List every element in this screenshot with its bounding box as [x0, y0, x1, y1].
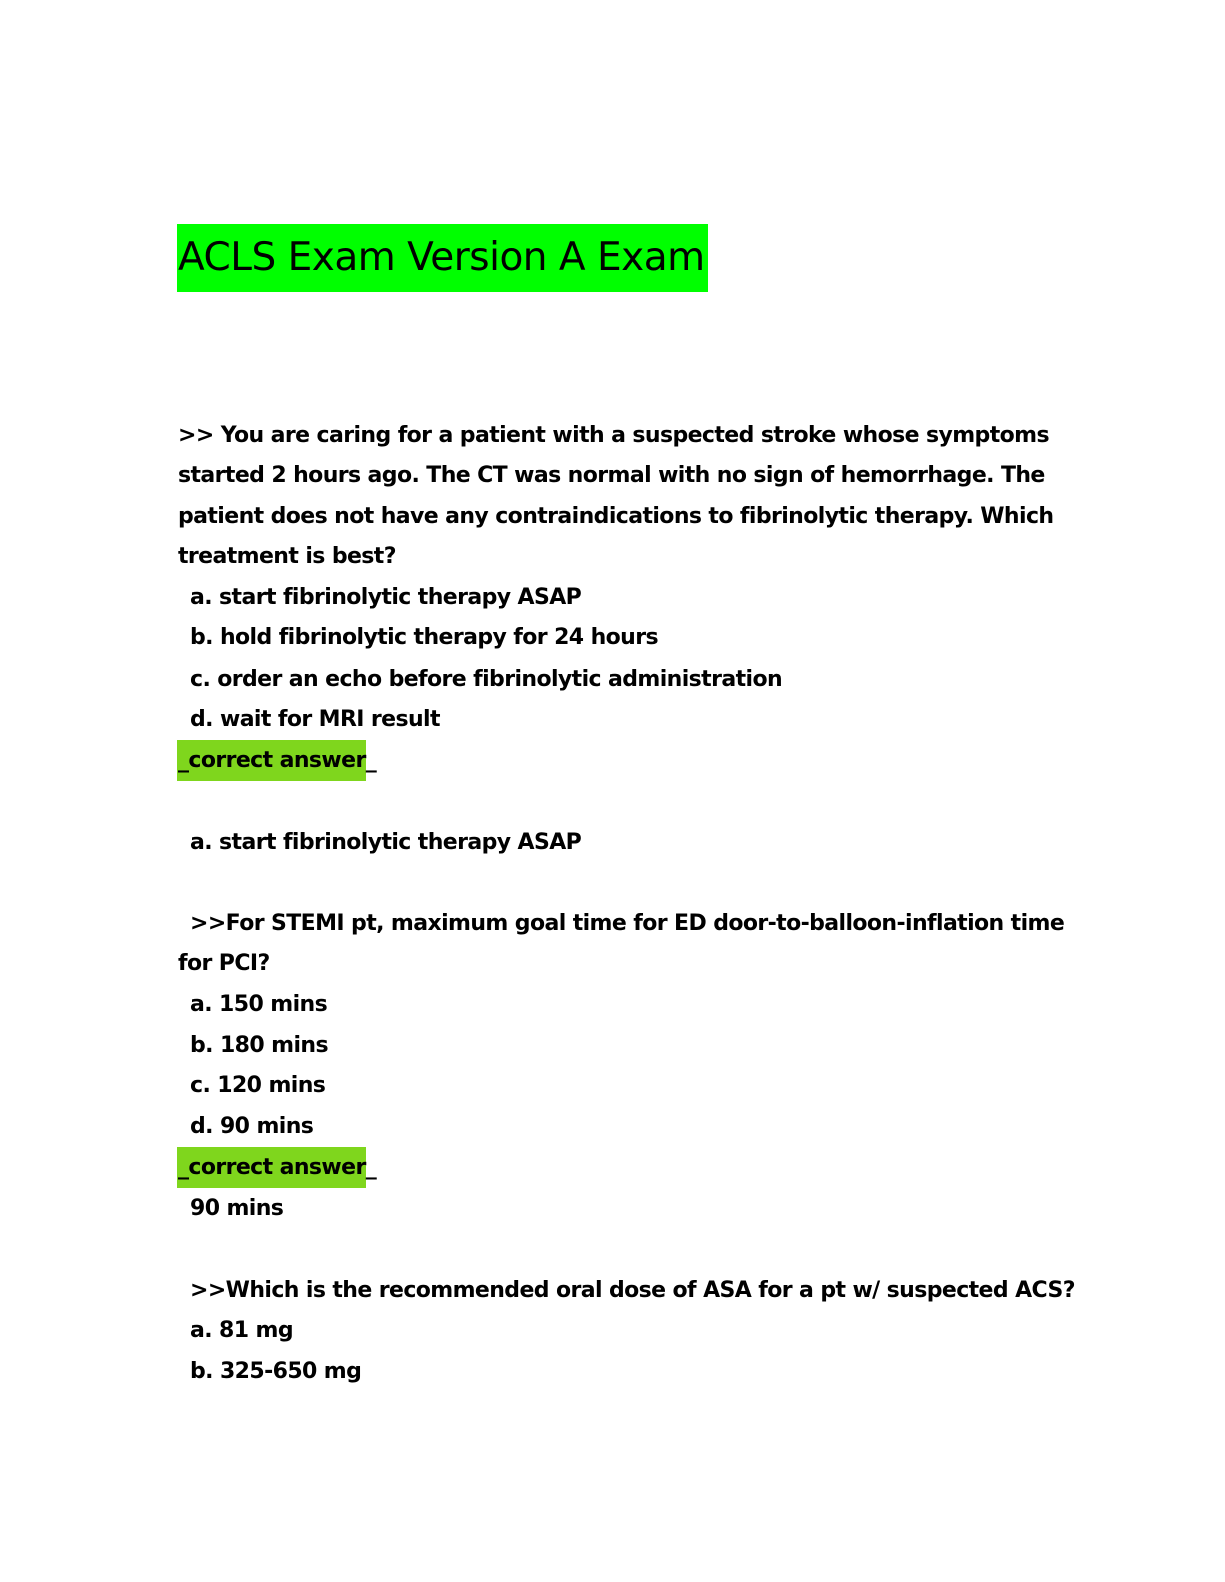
question-2-option-c: c. 120 mins	[190, 1073, 326, 1098]
question-2-answer-label: _correct answer_	[178, 1155, 377, 1180]
question-2-answer: 90 mins	[190, 1196, 284, 1221]
question-2-option-d: d. 90 mins	[190, 1114, 314, 1139]
question-2-option-a: a. 150 mins	[190, 992, 328, 1017]
question-3-line-1: >>Which is the recommended oral dose of ASA for a pt w/ suspected ACS?	[190, 1278, 1075, 1303]
question-3-option-a: a. 81 mg	[190, 1318, 294, 1343]
question-1-option-d: d. wait for MRI result	[190, 707, 440, 732]
question-1-answer: a. start fibrinolytic therapy ASAP	[190, 830, 582, 855]
document-title: ACLS Exam Version A Exam	[178, 235, 705, 280]
question-1-line-3: patient does not have any contraindications to fibrinolytic therapy. Which	[178, 504, 1054, 529]
question-1-option-b: b. hold fibrinolytic therapy for 24 hours	[190, 625, 658, 650]
question-1-option-a: a. start fibrinolytic therapy ASAP	[190, 585, 582, 610]
question-2-line-2: for PCI?	[178, 951, 270, 976]
question-2-line-1: >>For STEMI pt, maximum goal time for ED door-to-balloon-inflation time	[190, 911, 1065, 936]
question-3-option-b: b. 325-650 mg	[190, 1359, 362, 1384]
question-1-option-c: c. order an echo before fibrinolytic administration	[190, 667, 783, 692]
question-1-answer-label: _correct answer_	[178, 748, 377, 773]
question-2-option-b: b. 180 mins	[190, 1033, 328, 1058]
question-1-line-2: started 2 hours ago. The CT was normal with no sign of hemorrhage. The	[178, 463, 1045, 488]
question-1-line-4: treatment is best?	[178, 544, 396, 569]
question-1-line-1: >> You are caring for a patient with a suspected stroke whose symptoms	[178, 423, 1049, 448]
title-highlight	[177, 224, 708, 292]
